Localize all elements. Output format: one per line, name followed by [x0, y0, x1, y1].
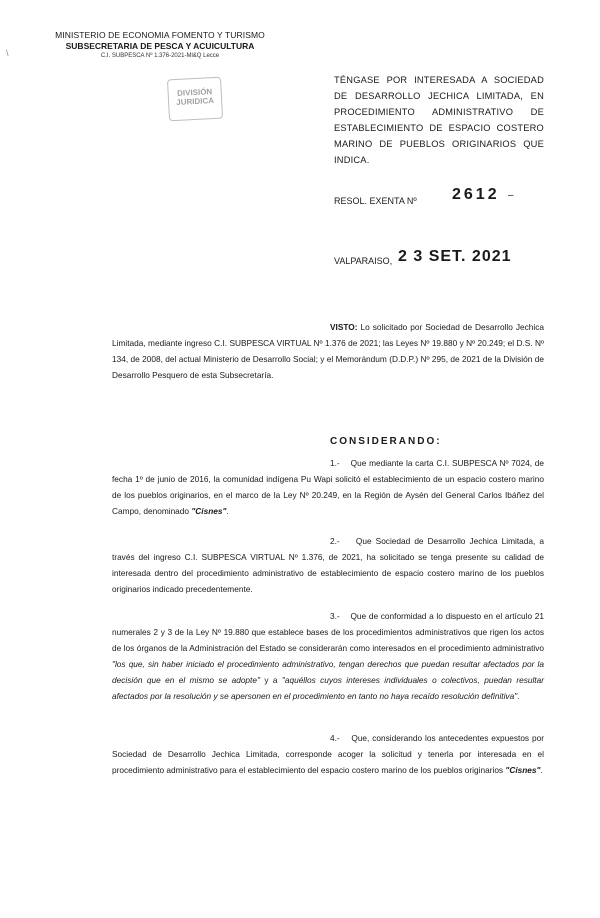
margin-mark: \ [6, 48, 9, 58]
considerando-3 [112, 608, 544, 704]
considerando-text: Que Sociedad de Desarrollo Jechica Limitada, a través del ingreso C.I. SUBPESCA VIRTUAL Nº 1.376, de 2021, ha solicitado se tenga presente su calidad de interesada dentro del procedimiento administrativo de establecimiento de espacio costero marino de los pueblos originarios indicado precedentemente. [112, 536, 544, 594]
considerando-text-end: . [540, 765, 543, 775]
resolution-label: RESOL. EXENTA Nº [334, 196, 417, 206]
reference-code: C.I. SUBPESCA Nº 1.376-2021-Ml&Q Lecce [100, 53, 220, 59]
visto-paragraph [112, 319, 544, 383]
considerando-text: Que de conformidad a lo dispuesto en el artículo 21 numerales 2 y 3 de la Ley Nº 19.880 que establece bases de los procedimientos administrativos que rigen los actos de los órganos de la Administración del Estado se considerarán como interesados en el procedimiento administrativo [112, 611, 544, 653]
considerando-number: 4.- [330, 733, 340, 743]
considerando-title: CONSIDERANDO: [330, 436, 442, 447]
quoted-provision-2: "aquéllos cuyos intereses individuales o colectivos, puedan resultar afectados por la resolución y se apersonen en el procedimiento en tanto no haya recaído resolución definitiva" [112, 675, 544, 701]
resolution-number: 2612 [452, 186, 500, 203]
considerando-text-end: . [517, 691, 520, 701]
considerando-2 [112, 533, 544, 597]
considerando-4 [112, 730, 544, 778]
stamp-line-2: JURIDICA [176, 96, 215, 107]
considerando-text: Que, considerando los antecedentes expuestos por Sociedad de Desarrollo Jechica Limitada, corresponde acoger la solicitud y tenerla por interesada en el procedimiento administrativo para el establecimiento del espacio costero marino de los pueblos originarios [112, 733, 544, 775]
considerando-connector: y a [259, 675, 282, 685]
place-label: VALPARAISO, [334, 256, 393, 266]
considerando-text-end: . [226, 506, 229, 516]
visto-text: Lo solicitado por Sociedad de Desarrollo Jechica Limitada, mediante ingreso C.I. SUBPESCA VIRTUAL Nº 1.376 de 2021; las Leyes Nº 19.880 y Nº 20.249; el D.S. Nº 134, de 2008, del actual Ministerio de Desarrollo Social; y el Memorándum (D.D.P.) Nº 295, de 2021 de la División de Desarrollo Pesquero de esta Subsecretaría. [112, 322, 544, 380]
considerando-1 [112, 455, 544, 519]
quoted-provision-1: "los que, sin haber iniciado el procedimiento administrativo, tengan derechos que puedan resultar afectados por la decisión que en el mismo se adopte" [112, 659, 544, 685]
considerando-number: 1.- [330, 458, 340, 468]
visto-label: VISTO: [330, 322, 358, 332]
division-stamp [167, 77, 223, 122]
letterhead [50, 30, 270, 59]
ministry-name: MINISTERIO DE ECONOMIA FOMENTO Y TURISMO [55, 30, 265, 40]
stamp-line-1: DIVISIÓN [176, 87, 213, 98]
date-stamp: 2 3 SET. 2021 [398, 248, 512, 265]
resolution-dash: – [508, 190, 514, 201]
considerando-text: Que mediante la carta C.I. SUBPESCA Nº 7024, de fecha 1º de junio de 2016, la comunidad indígena Pu Wapi solicitó el establecimiento de un espacio costero marino de los pueblos originarios, en el marco de la Ley Nº 20.249, en la Región de Aysén del General Carlos Ibáñez del Campo, denominado [112, 458, 544, 516]
considerando-emphasis: "Cisnes" [191, 506, 227, 516]
considerando-number: 3.- [330, 611, 340, 621]
resolution-summary: TÉNGASE POR INTERESADA A SOCIEDAD DE DESARROLLO JECHICA LIMITADA, EN PROCEDIMIENTO ADMINISTRATIVO DE ESTABLECIMIENTO DE ESPACIO COSTERO MARINO DE PUEBLOS ORIGINARIOS QUE INDICA. [334, 75, 544, 165]
subsecretaria-name: SUBSECRETARIA DE PESCA Y ACUICULTURA [65, 41, 255, 51]
considerando-emphasis: "Cisnes" [505, 765, 541, 775]
considerando-number: 2.- [330, 536, 340, 546]
